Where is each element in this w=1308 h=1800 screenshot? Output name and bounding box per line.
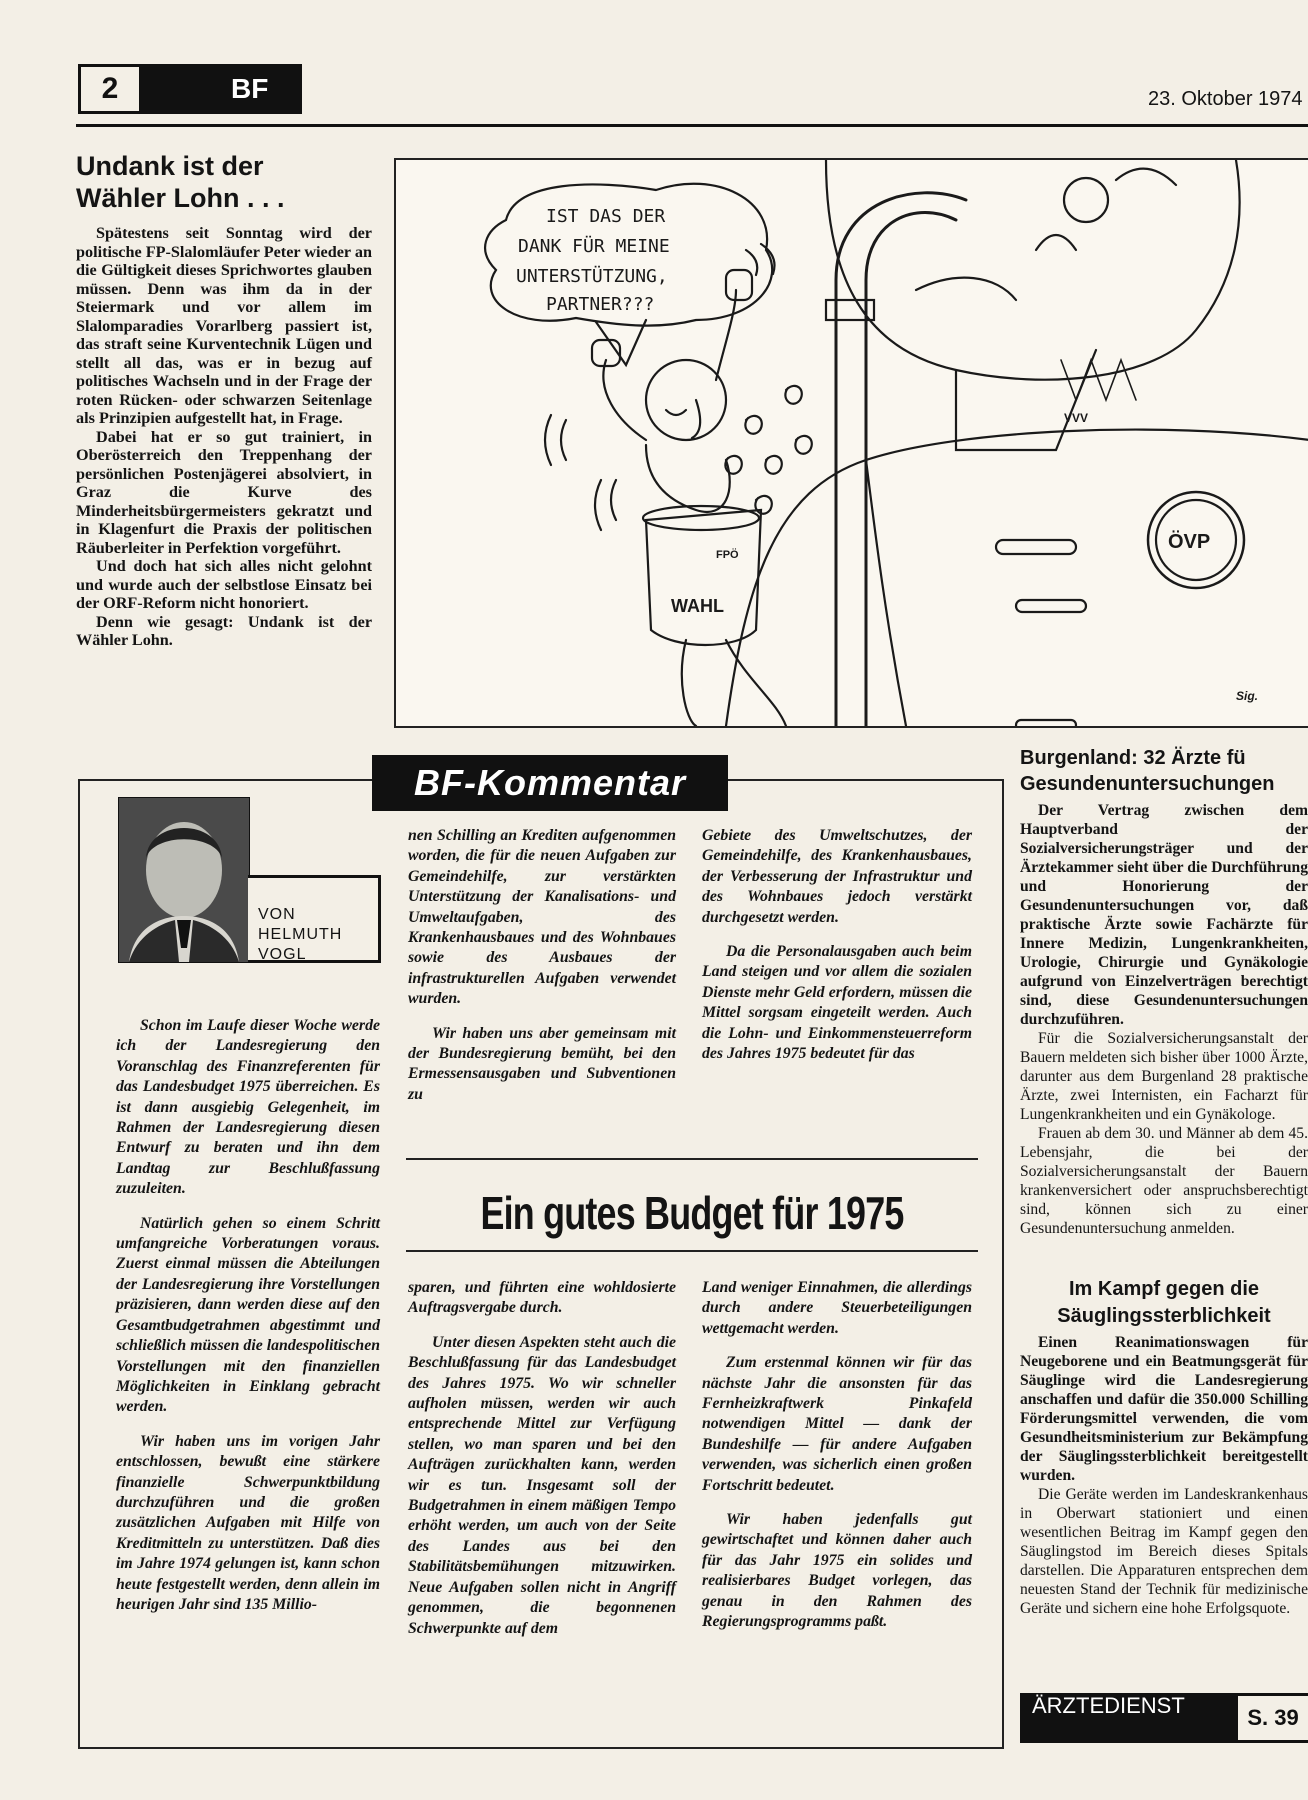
commentary-paragraph: Unter diesen Aspekten steht auch die Beschlußfassung für das Landesbudget des Jahres 1975. Wo wir schneller aufholen müssen, werden wir auch entsprechende Mittel zur Verfügung stellen, wo man sparen und bei den Aufträgen zurückhalten kann, werden wir es tun. Insgesamt soll der Budgetrahmen in einem mäßigen Tempo erhöht werden, um auch von der Seite des Landes aus bei den Stabilitätsbemühungen mitzuwirken. Neue Aufgaben sollen nicht in Angriff genommen, die begonnenen Schwerpunkte auf dem (408, 1333, 676, 1637)
speech-text-line-1: IST DAS DER (546, 206, 666, 227)
headline-rule-bottom (406, 1250, 978, 1252)
commentary-column-2-top (408, 826, 676, 1119)
commentary-paragraph: Wir haben jedenfalls gut gewirtschaftet und können daher auch für das Jahr 1975 ein solides und realisierbares Budget vorlegen, das genau in den Rahmen des Regierungsprogramms paßt. (702, 1511, 972, 1631)
right-headline-line-2: Gesundenuntersuchungen (1020, 773, 1275, 795)
commentary-paragraph: Da die Personalausgaben auch beim Land steigen und vor allem die sozialen Dienste mehr Geld erfordern, müssen die Mittel sorgsam eingeteilt werden. Auch die Lohn- und Einkommensteuerreform des Jahres 1975 bedeutet für das (702, 943, 972, 1063)
page-number: 2 (81, 67, 142, 111)
commentary-banner: BF-Kommentar (372, 755, 728, 811)
section-label: ÄRZTEDIENST (1032, 1693, 1185, 1718)
right-lead: Einen Reanimationswagen für Neugeborene und ein Beatmungsgerät für Säuglinge wird die Landesregierung anschaffen und dafür die 350.000 Schilling Förderungsmittel verwenden, die vom Gesundheitsministerium zur Bekämpfung der Säuglingssterblichkeit bereitgestellt wurden. (1020, 1334, 1308, 1484)
byline (258, 905, 342, 965)
right-paragraph: Die Geräte werden im Landeskrankenhaus in Oberwart stationiert und einen wesentlichen Beitrag im Kampf gegen den Säuglingstod im Bereich dieses Spitals darstellen. Die Apparaturen entsprechen dem neuesten Stand der Technik für medizinische Geräte und sichern eine hohe Erfolgsquote. (1020, 1486, 1308, 1617)
byline-line: VON (258, 906, 296, 923)
commentary-column-2-bottom (408, 1278, 676, 1653)
right-headline-line-2: Säuglingssterblichkeit (1057, 1305, 1271, 1327)
big-party-badge: ÖVP (1168, 531, 1211, 553)
speech-text-line-3: UNTERSTÜTZUNG, (516, 266, 668, 287)
commentary-paragraph: Zum erstenmal können wir für das nächste Jahr die ansonsten für das Fernheizkraftwerk Pinkafeld notwendigen Mittel — dank der Bundeshilfe — für andere Aufgaben verwenden, was sicherlich einen großen Fortschritt bedeutet. (702, 1354, 972, 1494)
collar-text: VVV (1064, 411, 1089, 425)
right-paragraph: Für die Sozialversicherungsanstalt der Bauern meldeten sich bisher über 1000 Ärzte, darunter aus dem Burgenland 28 praktische Ärzte, zwei Internisten, ein Facharzt für Lungenkrankheiten und ein Gynäkologe. (1020, 1030, 1308, 1123)
byline-line: VOGL (258, 946, 307, 963)
right-paragraph: Frauen ab dem 30. und Männer ab dem 45. Lebensjahr, die bei der Sozialversicherungsanstalt der Bauern krankenversichert oder anspruchsberechtigt sind, können sich zu einer Gesundenuntersuchung anmelden. (1020, 1125, 1308, 1237)
right-lead: Der Vertrag zwischen dem Hauptverband der Sozialversicherungsträger und der Ärztekammer sieht über die Durchführung und Honorierung der Gesundenuntersuchungen vor, daß praktische Ärzte sowie Fachärzte für Innere Medizin, Lungenkrankheiten, Urologie, Chirurgie und Gynäkologie aufgrund von Einzelverträgen berechtigt sind, diese Gesundenuntersuchungen durchzuführen. (1020, 802, 1308, 1028)
commentary-paragraph: Natürlich gehen so einem Schritt umfangreiche Vorberatungen voraus. Zuerst einmal müssen die Abteilungen der Landesregierung ihre Vorstellungen präzisieren, dann werden diese auf den Gesamtbudgetrahmen abgestimmt und schließlich müssen die landespolitischen Vorstellungen mit den finanziellen Möglichkeiten in Einklang gebracht werden. (116, 1214, 380, 1416)
section-page-ref: S. 39 (1238, 1696, 1308, 1740)
left-headline-line-1: Undank ist der (76, 151, 264, 181)
commentary-paragraph: sparen, und führten eine wohldosierte Auftragsvergabe durch. (408, 1279, 676, 1317)
top-rule (76, 124, 1308, 127)
speech-text-line-4: PARTNER??? (546, 294, 655, 315)
commentary-paragraph: Wir haben uns aber gemeinsam mit der Bundesregierung bemüht, bei den Ermessensausgaben und Subventionen zu (408, 1024, 676, 1103)
right-story-2-body (1020, 1333, 1308, 1618)
left-paragraph: Dabei hat er so gut trainiert, in Oberösterreich den Treppenhang der persönlichen Postenjägerei absolviert, in Graz die Kurve des Minderheitsbürgermeisters gekratzt und in Klagenfurt die Praxis der politischen Räuberleiter in Perfektion vorgeführt. (76, 427, 372, 557)
commentary-column-1 (116, 1016, 380, 1629)
commentary-headline: Ein gutes Budget für 1975 (480, 1187, 904, 1239)
right-story-2-headline (1020, 1276, 1308, 1330)
commentary-paragraph: nen Schilling an Krediten aufgenommen worden, die für die neuen Aufgaben zur Gemeindehilfe, zur verstärkten Unterstützung der Kanalisations- und Umweltaufgaben, des Krankenhausbaues und des Wohnbaues sowie des Ausbaues der infrastrukturellen Aufgaben verwendet wurden. (408, 827, 676, 1008)
commentary-paragraph: Schon im Laufe dieser Woche werde ich der Landesregierung den Voranschlag des Finanzreferenten für das Landesbudget 1975 überreichen. Es ist dann ausgiebig Gelegenheit, im Rahmen der Landesregierung diesen Entwurf zu beraten und ihn dem Landtag zur Beschlußfassung zuzuleiten. (116, 1017, 380, 1198)
cartoon-drawing (396, 160, 1308, 726)
left-paragraph: Denn wie gesagt: Undank ist der Wähler Lohn. (76, 612, 372, 649)
issue-date: 23. Oktober 1974 (1148, 88, 1303, 110)
right-story-1-headline (1020, 745, 1308, 797)
left-story-body (76, 224, 372, 650)
commentary-paragraph: Gebiete des Umweltschutzes, der Gemeindehilfe, des Krankenhausbaues, der Verbesserung der Infrastruktur und des Wohnbaues jedoch verstärkt durchgesetzt werden. (702, 827, 972, 926)
commentary-paragraph: Land weniger Einnahmen, die allerdings durch andere Steuerbeteiligungen wettgemacht werden. (702, 1279, 972, 1337)
commentary-column-3-top (702, 826, 972, 1078)
right-story-1-body (1020, 801, 1308, 1238)
left-story-headline (76, 150, 376, 214)
bucket-label: WAHL (671, 596, 724, 616)
commentary-paragraph: Wir haben uns im vorigen Jahr entschlossen, bewußt eine stärkere finanzielle Schwerpunktbildung durchzuführen und die großen zusätzlichen Aufgaben mit Hilfe von Kreditmitteln zu unterstützen. Daß dies im Jahre 1974 gelungen ist, kann schon heute festgestellt werden, denn allein im heurigen Jahr sind 135 Millio- (116, 1432, 380, 1613)
commentary-column-3-bottom (702, 1278, 972, 1647)
political-cartoon (394, 158, 1308, 728)
left-headline-line-2: Wähler Lohn . . . (76, 183, 285, 213)
left-paragraph: Und doch hat sich alles nicht gelohnt und wurde auch der selbstlose Einsatz bei der ORF-Reform nicht honoriert. (76, 557, 372, 612)
section-footer (1020, 1693, 1308, 1743)
small-party-badge: FPÖ (716, 549, 739, 561)
left-paragraph: Spätestens seit Sonntag wird der politische FP-Slalomläufer Peter wieder an die Gültigkeit dieses Sprichwortes glauben müssen. Denn was ihm da in der Steiermark und vor allem im Slalomparadies Vorarlberg passiert ist, das straft seine Kurventechnik Lügen und stellt all das, was er in bezug auf politisches Wachseln und in der Frage der roten Rücken- oder schwarzen Seitenlage als Prinzipien aufgestellt hat, in Frage. (76, 224, 372, 427)
byline-line: HELMUTH (258, 926, 343, 943)
cartoon-signature: Sig. (1236, 689, 1259, 703)
speech-text-line-2: DANK FÜR MEINE (518, 236, 670, 257)
publication-name: BF (231, 73, 269, 104)
right-headline-line-1: Burgenland: 32 Ärzte fü (1020, 747, 1246, 769)
right-headline-line-1: Im Kampf gegen die (1068, 1278, 1260, 1300)
page-number-box (78, 64, 302, 114)
author-photo (118, 797, 250, 963)
headline-rule-top (406, 1158, 978, 1160)
